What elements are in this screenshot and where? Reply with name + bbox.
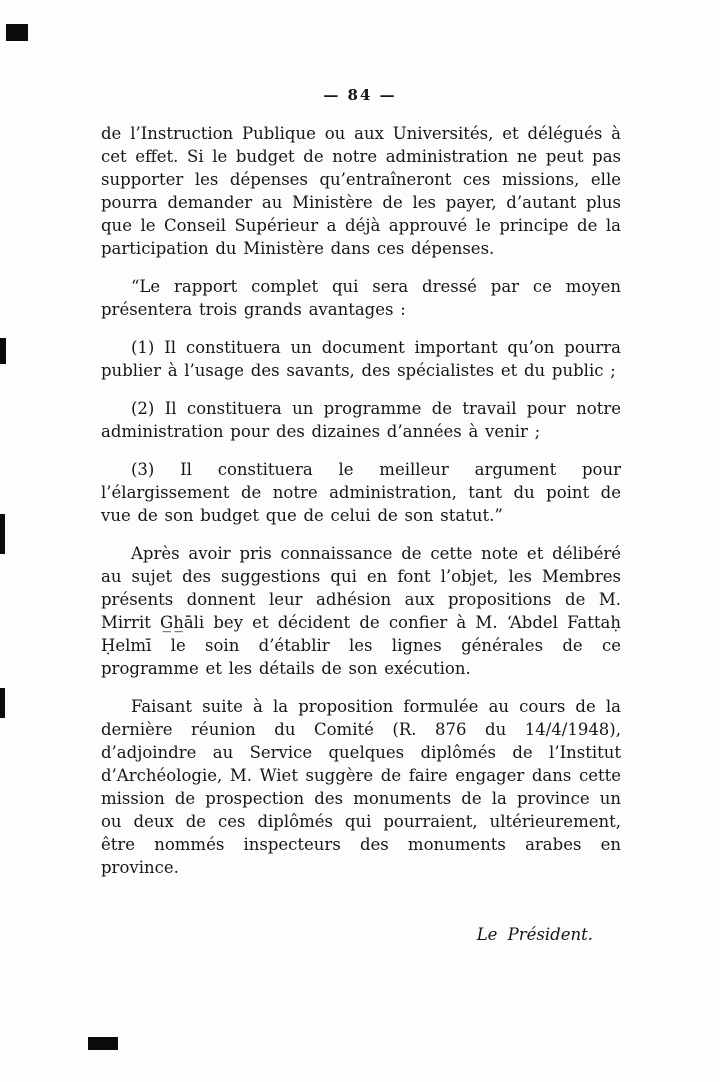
paragraph-continuation: de l’Instruction Publique ou aux Universités, et délégués à cet effet. Si le budget de notre administration ne peut pas supporter les dépenses qu’entraîneront ces missions, elle pourra demander au Ministère de les payer, d’autant plus que le Conseil Supérieur a déjà approuvé le principe de la participation du Ministère dans ces dépenses.	[101, 124, 621, 258]
signature: Le Président.	[476, 925, 593, 944]
paragraph-item-1: (1) Il constituera un document important qu’on pourra publier à l’usage des savants, des spécialistes et du public ;	[101, 338, 621, 380]
scan-ink-mark	[6, 24, 28, 41]
scan-ink-mark	[0, 688, 5, 718]
paragraph-resolution: Après avoir pris connaissance de cette note et délibéré au sujet des suggestions qui en font l’objet, les Membres présents donnent leur adhésion aux propositions de M. Mirrit G̲h̲āli bey et décident de confier à M. ‘Abdel Fattaḥ Ḥelmī le soin d’établir les lignes générales de ce programme et les détails de son exécution.	[101, 544, 621, 678]
text-block	[101, 122, 621, 946]
page-number: — 84 —	[323, 86, 397, 104]
paragraph-proposal: Faisant suite à la proposition formulée au cours de la dernière réunion du Comité (R. 876 du 14/4/1948), d’adjoindre au Service quelques diplômés de l’Institut d’Archéologie, M. Wiet suggère de faire engager dans cette mission de prospection des monuments de la province un ou deux de ces diplômés qui pourraient, ultérieurement, être nommés inspecteurs des monuments arabes en province.	[101, 697, 621, 877]
scan-ink-mark	[0, 338, 6, 364]
scan-ink-mark	[0, 514, 5, 554]
scan-ink-mark	[88, 1037, 118, 1050]
paragraph-item-2: (2) Il constituera un programme de travail pour notre administration pour des dizaines d’années à venir ;	[101, 399, 621, 441]
paragraph-quote-intro: “Le rapport complet qui sera dressé par ce moyen présentera trois grands avantages :	[101, 277, 621, 319]
paragraph-item-3: (3) Il constituera le meilleur argument pour l’élargissement de notre administration, tant du point de vue de son budget que de celui de son statut.”	[101, 460, 621, 525]
